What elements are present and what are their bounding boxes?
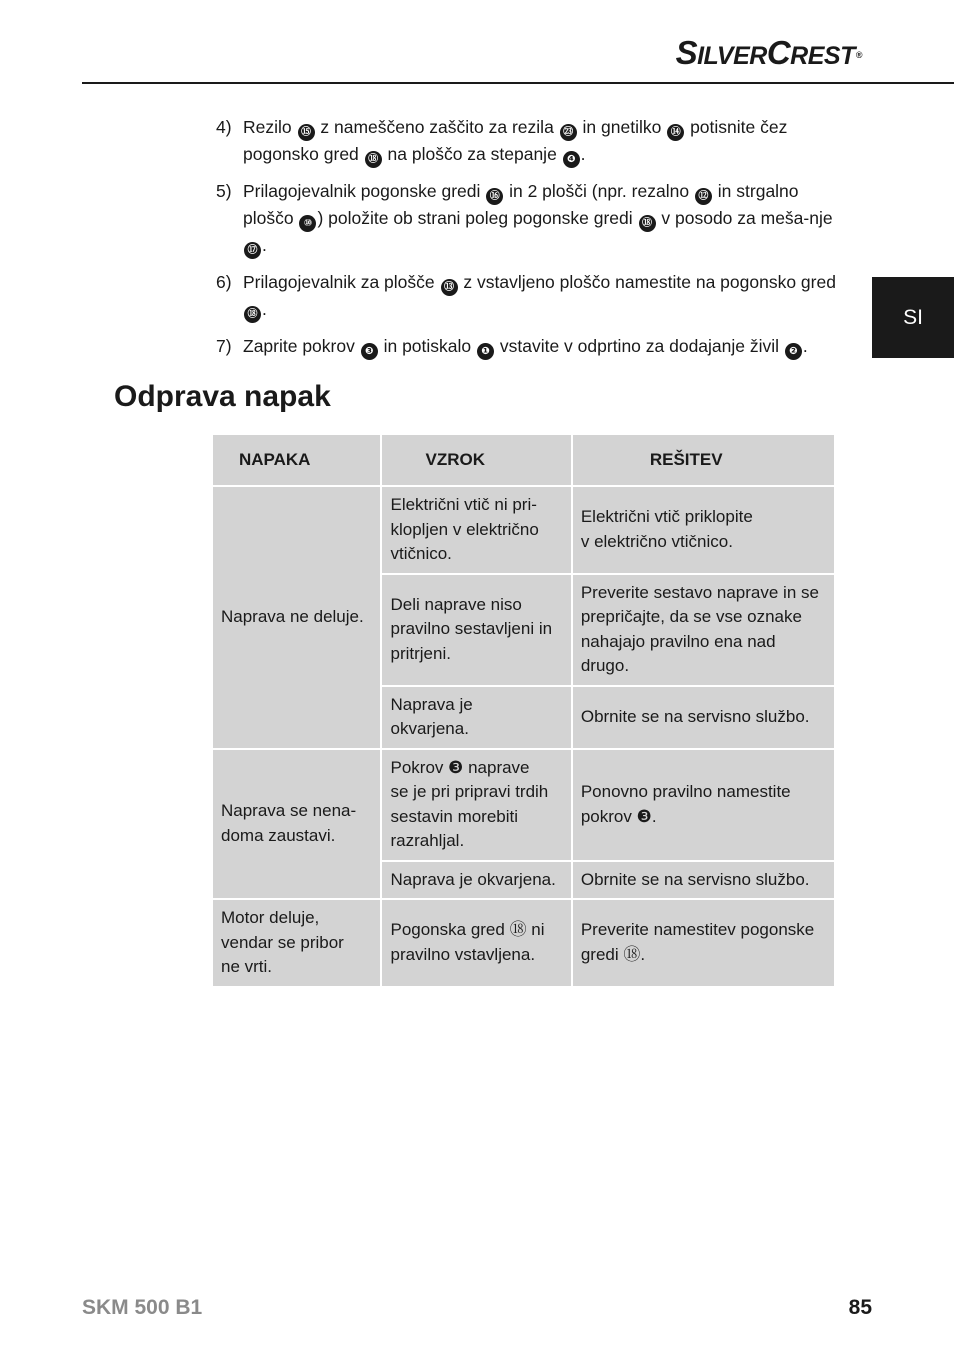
header-napaka: NAPAKA <box>212 434 381 486</box>
solution-line: Preverite namestitev pogonske <box>580 920 815 940</box>
part-number-badge: ❸ <box>361 343 378 360</box>
step-text-run: . <box>262 299 267 319</box>
solution-line: v električno vtičnico. <box>580 531 733 551</box>
solution-line: Ponovno pravilno namestite <box>580 782 791 801</box>
part-number-badge: ⑱ <box>639 215 656 232</box>
model-number: SKM 500 B1 <box>82 1296 203 1319</box>
solution-line: Obrnite se na servisno službo. <box>580 869 810 889</box>
cause-line: Električni vtič ni pri- <box>390 495 537 514</box>
cause-line: okvarjena. <box>390 719 469 738</box>
step-text-run: Prilagojevalnik pogonske gredi <box>243 181 486 201</box>
step-text <box>243 114 836 168</box>
step-text-run: in gnetilko <box>577 117 667 137</box>
part-number-badge: ⑰ <box>244 242 261 259</box>
step-text-run: Prilagojevalnik za plošče <box>243 272 440 292</box>
cause-line: Pokrov ❸ naprave <box>390 757 530 777</box>
list-item <box>216 333 836 360</box>
step-text-run: in 2 plošči (npr. rezalno <box>504 181 694 201</box>
part-number-badge: ⑱ <box>365 151 382 168</box>
step-text-run: v posodo za meša-nje <box>656 208 833 228</box>
step-text-run: Zaprite pokrov <box>243 336 360 356</box>
step-number: 7) <box>216 336 232 356</box>
part-number-badge: ❶ <box>477 343 494 360</box>
step-text-run: . <box>262 235 267 255</box>
table-row <box>212 486 835 574</box>
part-number-badge: ❹ <box>563 151 580 168</box>
table-header-row <box>212 434 835 486</box>
cause-cell <box>381 486 571 574</box>
cause-line: Deli naprave niso <box>390 594 522 614</box>
step-text <box>243 269 836 323</box>
solution-line: drugo. <box>580 656 630 675</box>
part-number-badge: ⑮ <box>298 124 315 141</box>
cause-line: vtičnico. <box>390 544 452 563</box>
solution-cell <box>572 749 835 861</box>
cause-line: se je pri pripravi trdih <box>390 782 549 801</box>
problem-cell: Motor deluje, vendar se pribor ne vrti. <box>212 899 381 987</box>
problem-cell: Naprava ne deluje. <box>212 486 381 749</box>
solution-line: Preverite sestavo naprave in se <box>580 582 819 602</box>
cause-line: klopljen v električno <box>390 519 539 539</box>
cause-line: pravilno vstavljena. <box>390 944 536 964</box>
table-row <box>212 899 835 987</box>
solution-cell <box>572 686 835 749</box>
page-number: 85 <box>848 1296 872 1319</box>
solution-cell <box>572 574 835 686</box>
table-row <box>212 749 835 861</box>
problem-cell: Naprava se nena- doma zaustavi. <box>212 749 381 900</box>
cause-line: Pogonska gred ⑱ ni <box>390 920 545 940</box>
part-number-badge: ⑱ <box>244 306 261 323</box>
solution-cell <box>572 861 835 900</box>
header-vzrok: VZROK <box>381 434 571 486</box>
step-number: 4) <box>216 117 232 137</box>
cause-cell <box>381 686 571 749</box>
step-text <box>243 178 836 259</box>
solution-line: Obrnite se na servisno službo. <box>580 706 810 726</box>
solution-cell <box>572 486 835 574</box>
cause-line: razrahljal. <box>390 831 465 850</box>
cause-cell <box>381 861 571 900</box>
solution-cell <box>572 899 835 987</box>
part-number-badge: ⑯ <box>486 188 503 205</box>
step-list <box>216 114 836 370</box>
step-text-run: z vstavljeno ploščo namestite na pogonsko gred <box>458 272 836 292</box>
troubleshooting-table <box>211 433 836 988</box>
solution-line: Električni vtič priklopite <box>580 507 753 527</box>
step-number: 6) <box>216 272 232 292</box>
brand-logo: SILVERCREST® <box>675 34 862 71</box>
solution-line: gredi ⑱. <box>580 944 646 964</box>
cause-line: pravilno sestavljeni in <box>390 619 553 639</box>
part-number-badge: ㉓ <box>560 124 577 141</box>
step-text-run: potisnite čez pogonsko gred <box>243 117 788 164</box>
step-text-run: ) položite ob strani poleg pogonske gredi <box>317 208 638 228</box>
step-text-run: in potiskalo <box>378 336 476 356</box>
step-text-run: vstavite v odprtino za dodajanje živil <box>495 336 784 356</box>
list-item <box>216 114 836 168</box>
section-title: Odprava napak <box>114 380 331 413</box>
cause-line: sestavin morebiti <box>390 806 519 826</box>
header-rule <box>82 82 954 84</box>
step-text-run: in strgalno ploščo <box>243 181 799 228</box>
step-text-run: . <box>580 144 586 164</box>
step-text-run: na ploščo za stepanje <box>382 144 562 164</box>
part-number-badge: ❷ <box>785 343 802 360</box>
step-number: 5) <box>216 181 232 201</box>
step-text-run: Rezilo <box>243 117 297 137</box>
solution-line: prepričajte, da se vse oznake <box>580 607 802 626</box>
step-text <box>243 333 836 360</box>
part-number-badge: ⑭ <box>667 124 684 141</box>
header-resitev: REŠITEV <box>572 434 835 486</box>
part-number-badge: ⑬ <box>441 279 458 296</box>
list-item <box>216 178 836 259</box>
step-text-run: z nameščeno zaščito za rezila <box>315 117 559 137</box>
part-number-badge: ⑫ <box>695 188 712 205</box>
part-number-badge: ⑩ <box>299 215 316 232</box>
cause-line: Naprava je okvarjena. <box>390 869 556 889</box>
step-text-run: . <box>802 336 808 356</box>
language-tab: SI <box>872 277 954 358</box>
solution-line: pokrov ❸. <box>580 806 657 826</box>
cause-line: pritrjeni. <box>390 643 451 663</box>
cause-line: Naprava je <box>390 694 473 714</box>
cause-cell <box>381 574 571 686</box>
solution-line: nahajajo pravilno ena nad <box>580 631 776 651</box>
cause-cell <box>381 899 571 987</box>
list-item <box>216 269 836 323</box>
cause-cell <box>381 749 571 861</box>
